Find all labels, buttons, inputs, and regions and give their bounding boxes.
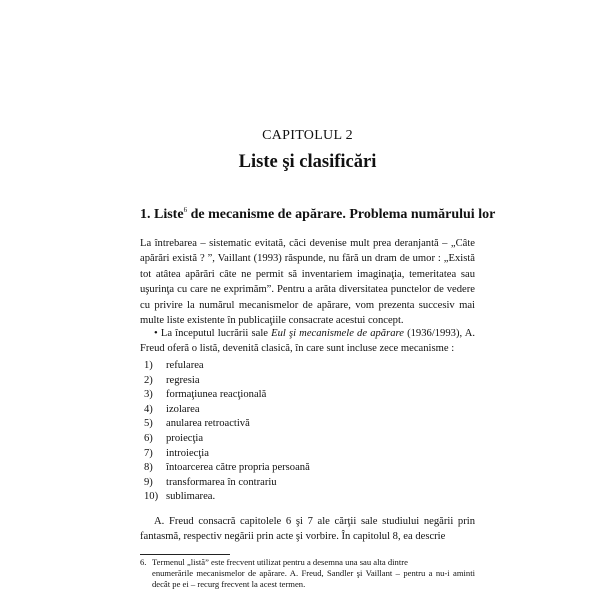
list-item-number: 4)	[144, 403, 153, 415]
list-item-number: 5)	[144, 418, 153, 430]
list-item-number: 6)	[144, 432, 153, 444]
list-item	[144, 432, 464, 447]
paragraph-freud-rest: (1936/1993), A. Freud oferă o listă, devenită clasică, în care sunt incluse zece mecanisme :	[140, 328, 475, 355]
list-item-number: 2)	[144, 374, 153, 386]
list-item-number: 9)	[144, 476, 153, 488]
section-heading	[140, 206, 496, 223]
footnote-divider	[140, 554, 230, 555]
list-item-label: regresia	[166, 374, 200, 386]
list-item	[144, 417, 464, 432]
footnote-reference: 6	[183, 206, 188, 214]
chapter-label: CAPITOLUL 2	[262, 128, 353, 143]
chapter-title: Liste şi clasificări	[238, 152, 377, 172]
list-item	[144, 461, 464, 476]
list-item-number: 3)	[144, 389, 153, 401]
list-item	[144, 476, 464, 491]
list-item-label: refularea	[166, 360, 204, 371]
list-item	[144, 403, 464, 418]
book-title: Eul şi mecanismele de apărare	[271, 328, 404, 339]
paragraph-freud-list	[140, 326, 475, 357]
list-item	[144, 388, 464, 403]
list-item	[144, 359, 464, 374]
footnote-text-rest: enumerările mecanismelor de apărare. A. Freud, Sandler şi Vaillant – pentru a nu-i aminti decât pe ei – recurg frecvent la acest termen.	[152, 568, 475, 590]
mechanisms-list	[144, 359, 464, 505]
list-item	[144, 374, 464, 389]
paragraph-freud-chapters-text: A. Freud consacră capitolele 6 şi 7 ale cărţii sale studiului negării prin fantasmă, respectiv negării prin acte şi vorbire. În capitolul 8, ea descrie	[140, 516, 475, 543]
list-item-label: transformarea în contrariu	[166, 476, 277, 488]
list-item-label: introiecţia	[166, 447, 209, 459]
section-title-start: 1. Liste	[140, 207, 184, 222]
list-item-label: izolarea	[166, 403, 200, 415]
list-item-label: anularea retroactivă	[166, 418, 250, 430]
list-item-label: sublimarea.	[166, 491, 216, 503]
list-item	[144, 447, 464, 462]
paragraph-freud-intro: • La începutul lucrării sale	[154, 328, 272, 339]
footnote	[140, 557, 475, 591]
list-item-label: formaţiunea reacţională	[166, 389, 267, 401]
list-item	[144, 490, 464, 505]
list-item-number: 1)	[144, 360, 153, 371]
paragraph-freud-chapters	[140, 514, 475, 545]
footnote-text-first-line: Termenul „listă” este frecvent utilizat pentru a desemna una sau alta dintre	[152, 557, 408, 567]
section-title-end: de mecanisme de apărare. Problema numărului lor	[187, 207, 496, 222]
paragraph-intro: La întrebarea – sistematic evitată, căci devenise mult prea deranjantă – „Câte apărări există ? ”, Vaillant (1993) răspunde, nu fără un dram de umor : „Există tot atâtea apărări câte ne permit să inventariem imaginaţia, temeritatea sau uşurinţa cu care ne exprimăm”. Pentru a arăta diversitatea punctelor de vedere cu privire la numărul mecanismelor de apărare, vom prezenta succesiv mai multe liste existente în publicaţiile consacrate acestui concept.	[140, 238, 475, 327]
footnote-number: 6.	[140, 557, 147, 567]
list-item-label: întoarcerea către propria persoană	[166, 462, 310, 474]
book-page	[140, 0, 496, 600]
list-item-label: proiecţia	[166, 432, 204, 444]
list-item-number: 7)	[144, 447, 153, 459]
list-item-number: 10)	[144, 491, 159, 503]
list-item-number: 8)	[144, 462, 153, 474]
